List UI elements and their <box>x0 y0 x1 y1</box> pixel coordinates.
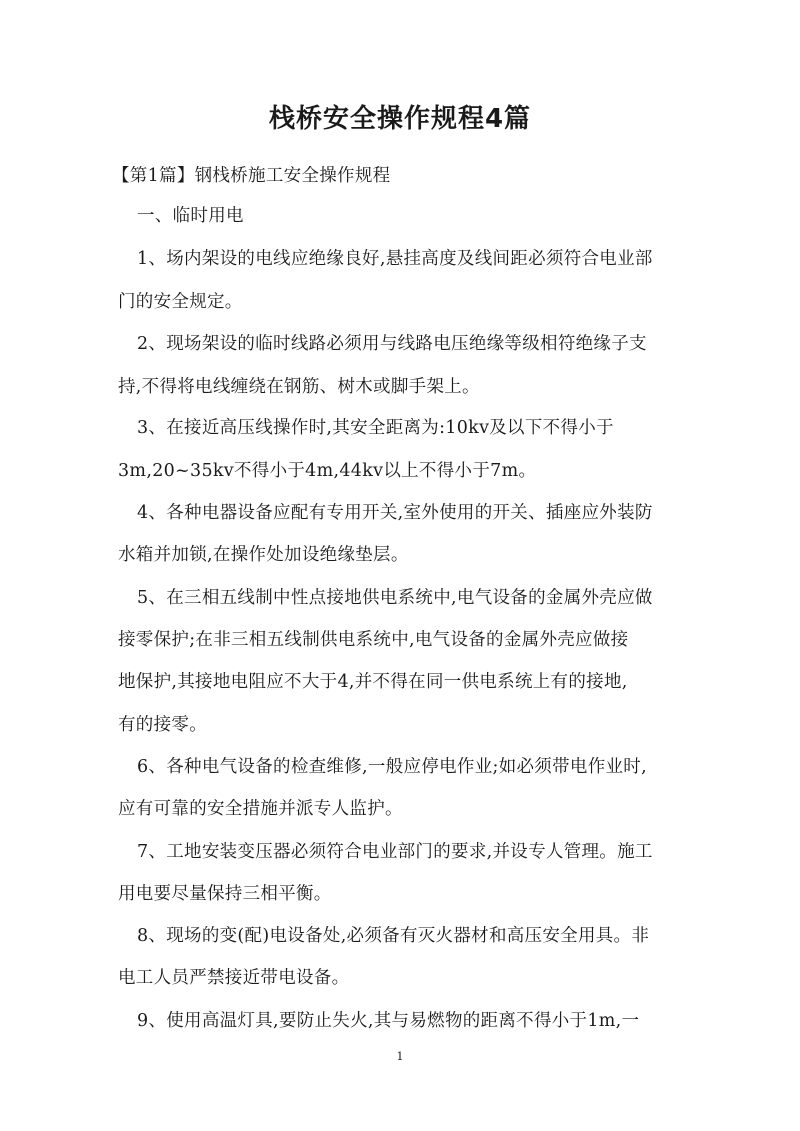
paragraph-line: 持,不得将电线缠绕在钢筋、树木或脚手架上。 <box>118 377 480 397</box>
paragraph-line: 3m,20~35kv不得小于4m,44kv以上不得小于7m。 <box>118 461 537 481</box>
paragraph-line: 电工人员严禁接近带电设备。 <box>118 968 350 988</box>
paragraph-line: 门的安全规定。 <box>118 292 243 312</box>
paragraph-line: 8、现场的变(配)电设备处,必须备有灭火器材和高压安全用具。非 <box>137 926 650 946</box>
paragraph-line: 1、场内架设的电线应绝缘良好,悬挂高度及线间距必须符合电业部 <box>137 249 653 269</box>
page-number: 1 <box>396 1050 404 1063</box>
paragraph-line: 接零保护;在非三相五线制供电系统中,电气设备的金属外壳应做接 <box>118 630 629 650</box>
paragraph-line: 水箱并加锁,在操作处加设绝缘垫层。 <box>118 545 409 565</box>
paragraph-line: 2、现场架设的临时线路必须用与线路电压绝缘等级相符绝缘子支 <box>137 334 647 354</box>
section-heading: 【第1篇】钢栈桥施工安全操作规程 <box>112 166 391 186</box>
paragraph-line: 地保护,其接地电阻应不大于4,并不得在同一供电系统上有的接地, <box>118 672 628 692</box>
paragraph-line: 9、使用高温灯具,要防止失火,其与易燃物的距离不得小于1m,一 <box>137 1011 640 1031</box>
document-title: 栈桥安全操作规程4篇 <box>268 104 532 134</box>
paragraph-line: 6、各种电气设备的检查维修,一般应停电作业;如必须带电作业时, <box>137 757 647 777</box>
paragraph-line: 5、在三相五线制中性点接地供电系统中,电气设备的金属外壳应做 <box>137 588 653 608</box>
paragraph-line: 有的接零。 <box>118 715 207 735</box>
paragraph-line: 4、各种电器设备应配有专用开关,室外使用的开关、插座应外装防 <box>137 503 653 523</box>
subheading: 一、临时用电 <box>137 206 244 226</box>
paragraph-line: 7、工地安装变压器必须符合电业部门的要求,并设专人管理。施工 <box>137 842 653 862</box>
paragraph-line: 用电要尽量保持三相平衡。 <box>118 884 332 904</box>
paragraph-line: 应有可靠的安全措施并派专人监护。 <box>118 799 403 819</box>
paragraph-line: 3、在接近高压线操作时,其安全距离为:10kv及以下不得小于 <box>137 418 614 438</box>
